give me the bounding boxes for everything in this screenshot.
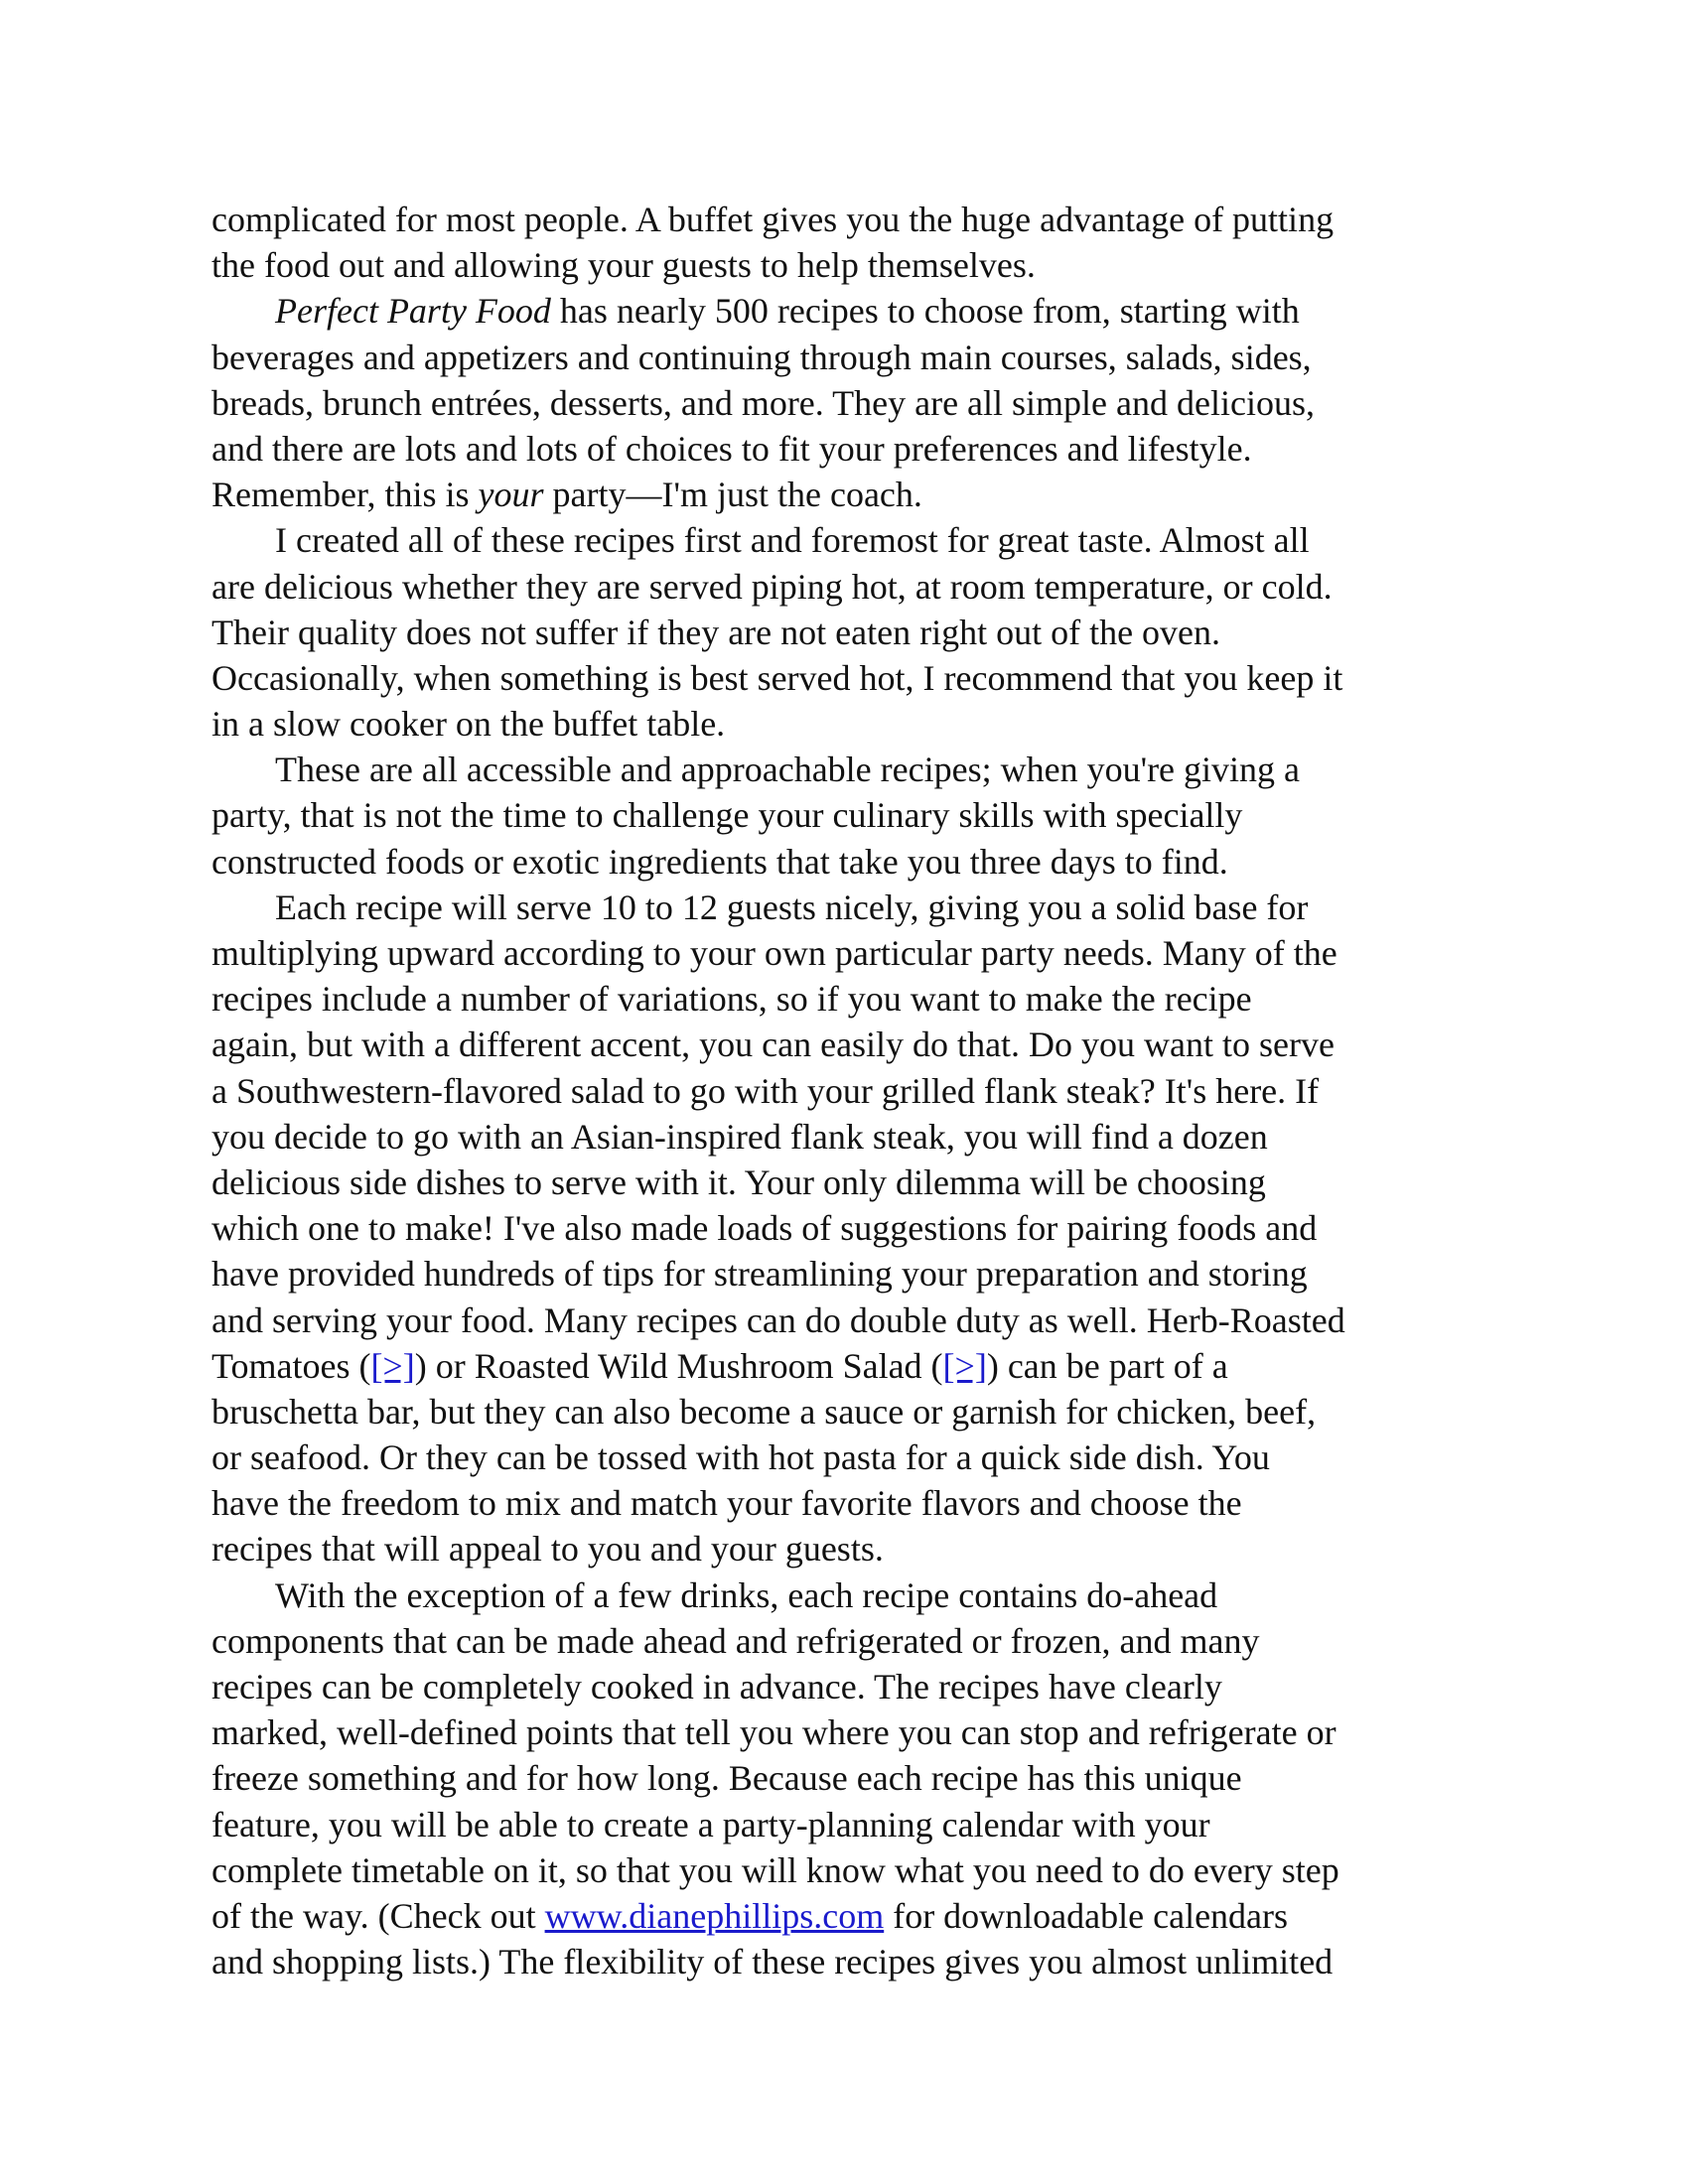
- text-line: a Southwestern-flavored salad to go with your grilled flank steak? It's here. If: [211, 1070, 1320, 1111]
- text-line: I created all of these recipes first and foremost for great taste. Almost all: [275, 520, 1310, 561]
- text-line: complicated for most people. A buffet gives you the huge advantage of putting: [211, 200, 1335, 239]
- text-line: recipes include a number of variations, so if you want to make the recipe: [211, 979, 1252, 1020]
- text-line: freeze something and for how long. Because each recipe has this unique: [211, 1758, 1242, 1799]
- text-line: Each recipe will serve 10 to 12 guests nicely, giving you a solid base for: [275, 887, 1309, 927]
- text-line: [211, 1343, 1494, 1389]
- text-span: has nearly 500 recipes to choose from, starting with: [550, 291, 1300, 332]
- text-line: you decide to go with an Asian-inspired flank steak, you will find a dozen: [211, 1116, 1268, 1157]
- text-span: for downloadable calendars: [884, 1895, 1289, 1936]
- text-line: party, that is not the time to challenge your culinary skills with specially: [211, 795, 1243, 836]
- text-line: or seafood. Or they can be tossed with hot pasta for a quick side dish. You: [211, 1437, 1270, 1478]
- text-line: have provided hundreds of tips for streamlining your preparation and storing: [211, 1254, 1308, 1295]
- text-span: ) or Roasted Wild Mushroom Salad (: [414, 1345, 943, 1386]
- text-line: beverages and appetizers and continuing through main courses, salads, sides,: [211, 337, 1312, 377]
- text-line: and there are lots and lots of choices to fit your preferences and lifestyle.: [211, 428, 1252, 469]
- text-line: [211, 1893, 1494, 1939]
- document-body: [211, 197, 1494, 1984]
- book-title: Perfect Party Food: [275, 291, 551, 332]
- text-line: in a slow cooker on the buffet table.: [211, 704, 726, 745]
- roasted-mushroom-salad-link[interactable]: [>]: [942, 1345, 987, 1386]
- text-line: and serving your food. Many recipes can do double duty as well. Herb-Roasted: [211, 1299, 1345, 1340]
- text-line: marked, well-defined points that tell you where you can stop and refrigerate or: [211, 1712, 1336, 1753]
- text-span: ) can be part of a: [986, 1345, 1228, 1386]
- website-link[interactable]: www.dianephillips.com: [544, 1895, 885, 1936]
- text-line: [211, 288, 1494, 334]
- text-line: multiplying upward according to your own particular party needs. Many of the: [211, 933, 1337, 973]
- text-line: are delicious whether they are served piping hot, at room temperature, or cold.: [211, 566, 1333, 607]
- text-line: delicious side dishes to serve with it. Your only dilemma will be choosing: [211, 1161, 1266, 1202]
- text-line: breads, brunch entrées, desserts, and more. They are all simple and delicious,: [211, 382, 1315, 423]
- text-line: recipes can be completely cooked in advance. The recipes have clearly: [211, 1667, 1222, 1706]
- text-line: which one to make! I've also made loads of suggestions for pairing foods and: [211, 1208, 1318, 1249]
- text-line: These are all accessible and approachable recipes; when you're giving a: [275, 750, 1301, 790]
- text-line: With the exception of a few drinks, each recipe contains do-ahead: [275, 1574, 1218, 1615]
- text-line: Their quality does not suffer if they are not eaten right out of the oven.: [211, 612, 1221, 652]
- text-span: Tomatoes (: [211, 1345, 371, 1386]
- text-line: components that can be made ahead and refrigerated or frozen, and many: [211, 1620, 1260, 1661]
- text-line: recipes that will appeal to you and your guests.: [211, 1529, 884, 1570]
- text-line: and shopping lists.) The flexibility of these recipes gives you almost unlimited: [211, 1942, 1334, 1982]
- text-span: Remember, this is: [211, 475, 479, 515]
- emphasis: your: [478, 475, 544, 515]
- text-line: complete timetable on it, so that you will know what you need to do every step: [211, 1849, 1339, 1890]
- text-line: bruschetta bar, but they can also become a sauce or garnish for chicken, beef,: [211, 1391, 1317, 1432]
- text-span: of the way. (Check out: [211, 1895, 545, 1936]
- text-line: Occasionally, when something is best served hot, I recommend that you keep it: [211, 657, 1343, 698]
- text-line: have the freedom to mix and match your favorite flavors and choose the: [211, 1483, 1242, 1524]
- herb-roasted-tomatoes-link[interactable]: [>]: [370, 1345, 415, 1386]
- text-line: constructed foods or exotic ingredients that take you three days to find.: [211, 841, 1228, 882]
- text-line: feature, you will be able to create a party-planning calendar with your: [211, 1804, 1210, 1844]
- text-line: again, but with a different accent, you can easily do that. Do you want to serve: [211, 1024, 1335, 1065]
- text-line: the food out and allowing your guests to help themselves.: [211, 245, 1036, 286]
- text-span: party—I'm just the coach.: [543, 475, 922, 515]
- text-line: [211, 472, 1494, 517]
